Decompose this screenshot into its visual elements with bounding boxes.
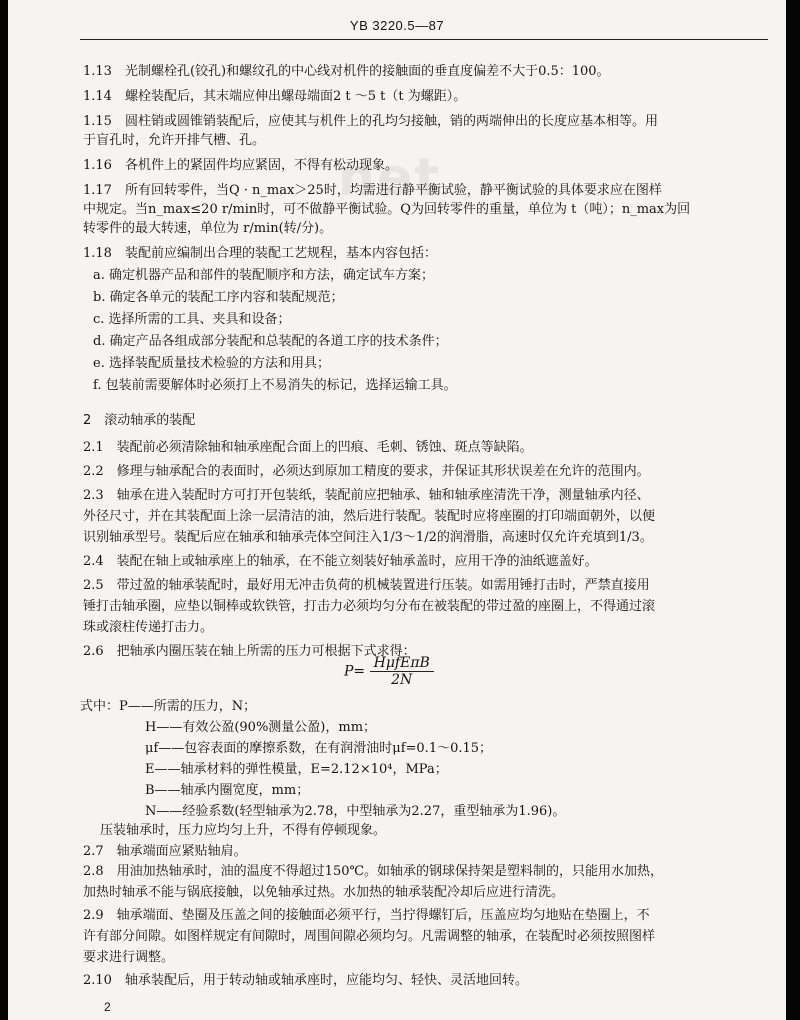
text-line: 于盲孔时，允许开排气槽、孔。: [83, 133, 266, 148]
section-heading: 2 滚动轴承的装配: [83, 413, 196, 428]
variable-definition: N——经验系数(轻型轴承为2.78，中型轴承为2.27，重型轴承为1.96)。: [145, 804, 566, 819]
variable-definition: μf——包容表面的摩擦系数，在有润滑油时μf=0.1～0.15；: [145, 741, 493, 756]
variable-definition: E——轴承材料的弹性模量，E=2.12×10⁴，MPa；: [145, 762, 448, 777]
text-line: 2.9 轴承端面、垫圈及压盖之间的接触面必须平行，当拧得螺钉后，压盖应均匀地贴在垫圈上，不: [83, 908, 650, 923]
text-line: 外径尺寸，并在其装配面上涂一层清洁的油，然后进行装配。装配时应将座圈的打印端面朝外，以便: [83, 509, 656, 524]
watermark: net: [338, 148, 442, 208]
text-line: 1.16 各机件上的紧固件均应紧固，不得有松动现象。: [83, 158, 398, 173]
text-line: 2.4 装配在轴上或轴承座上的轴承，在不能立刻装好轴承盖时，应用干净的油纸遮盖好。: [83, 554, 598, 569]
text-line: 2.8 用油加热轴承时，油的温度不得超过150℃。如轴承的钢球保持架是塑料制的，只能用水加热，: [83, 864, 664, 879]
text-line: 转零件的最大转速，单位为 r/min(转/分)。: [83, 221, 333, 236]
variable-definition: 式中：P——所需的压力，N；: [80, 699, 257, 714]
text-line: 1.15 圆柱销或圆锥销装配后，应使其与机件上的孔均匀接触，销的两端伸出的长度应基本相等。用: [83, 114, 658, 129]
pressure-formula: [344, 655, 434, 688]
variable-definition: H——有效公盈(90%测量公盈)，mm；: [145, 720, 377, 735]
text-line: 2.3 轴承在进入装配时方可打开包装纸，装配前应把轴承、轴和轴承座清洗干净，测量轴承内径、: [83, 488, 650, 503]
page-number: 2: [104, 1000, 111, 1014]
text-line: 许有部分间隙。如图样规定有间隙时，周围间隙必须均匀。凡需调整的轴承，在装配时必须按照图样: [83, 929, 656, 944]
list-item: b. 确定各单元的装配工序内容和装配规范；: [93, 290, 344, 305]
text-line: 1.18 装配前应编制出合理的装配工艺规程，基本内容包括：: [83, 246, 437, 261]
text-line: 1.13 光制螺栓孔(铰孔)和螺纹孔的中心线对机件的接触面的垂直度偏差不大于0.5：100。: [83, 64, 610, 79]
list-item: a. 确定机器产品和部件的装配顺序和方法，确定试车方案；: [93, 268, 435, 283]
text-line: 锤打击轴承圈，应垫以铜棒或软铁管，打击力必须均匀分布在被装配的带过盈的座圈上，不得通过滚: [83, 599, 656, 614]
standard-number-header: YB 3220.5—87: [349, 18, 445, 33]
list-item: f. 包装前需要解体时必须打上不易消失的标记，选择运输工具。: [93, 378, 457, 393]
formula-lhs: P=: [344, 663, 366, 680]
formula-numerator: HμfEπB: [370, 655, 434, 672]
formula-fraction: [370, 655, 434, 688]
formula-denominator: 2N: [391, 672, 413, 688]
text-line: 加热时轴承不能与锅底接触，以免轴承过热。水加热的轴承装配冷却后应进行清洗。: [83, 885, 565, 900]
text-line: 2.7 轴承端面应紧贴轴肩。: [83, 844, 247, 859]
text-line: 识别轴承型号。装配后应在轴承和轴承壳体空间注入1/3～1/2的润滑脂，高速时仅允许充填到1/3。: [83, 530, 653, 545]
list-item: d. 确定产品各组成部分装配和总装配的各道工序的技术条件；: [93, 334, 448, 349]
text-line: 1.17 所有回转零件，当Q · n_max＞25时，均需进行静平衡试验，静平衡试验的具体要求应在图样: [83, 183, 662, 198]
text-line: 2.2 修理与轴承配合的表面时，必须达到原加工精度的要求，并保证其形状误差在允许的范围内。: [83, 464, 650, 479]
header-rule: [80, 39, 768, 40]
text-line: 压装轴承时，压力应均匀上升，不得有停顿现象。: [100, 823, 387, 838]
text-line: 珠或滚柱传递打击力。: [83, 620, 214, 635]
variable-definition: B——轴承内圈宽度，mm；: [145, 783, 310, 798]
text-line: 2.1 装配前必须清除轴和轴承座配合面上的凹痕、毛刺、锈蚀、斑点等缺陷。: [83, 440, 533, 455]
text-line: 2.6 把轴承内圈压装在轴上所需的压力可根据下式求得：: [83, 644, 416, 659]
list-item: e. 选择装配质量技术检验的方法和用具；: [93, 356, 330, 371]
text-line: 2.10 轴承装配后，用于转动轴或轴承座时，应能均匀、轻快、灵活地回转。: [83, 973, 528, 988]
text-line: 1.14 螺栓装配后，其末端应伸出螺母端面2 t ～5 t（t 为螺距）。: [83, 89, 467, 104]
document-page: [8, 0, 786, 1020]
text-line: 2.5 带过盈的轴承装配时，最好用无冲击负荷的机械装置进行压装。如需用锤打击时，严禁直接用: [83, 578, 650, 593]
text-line: 中规定。当n_max≤20 r/min时，可不做静平衡试验。Q为回转零件的重量，单位为 t（吨）；n_max为回: [83, 202, 691, 217]
list-item: c. 选择所需的工具、夹具和设备；: [93, 312, 291, 327]
text-line: 要求进行调整。: [83, 950, 175, 965]
